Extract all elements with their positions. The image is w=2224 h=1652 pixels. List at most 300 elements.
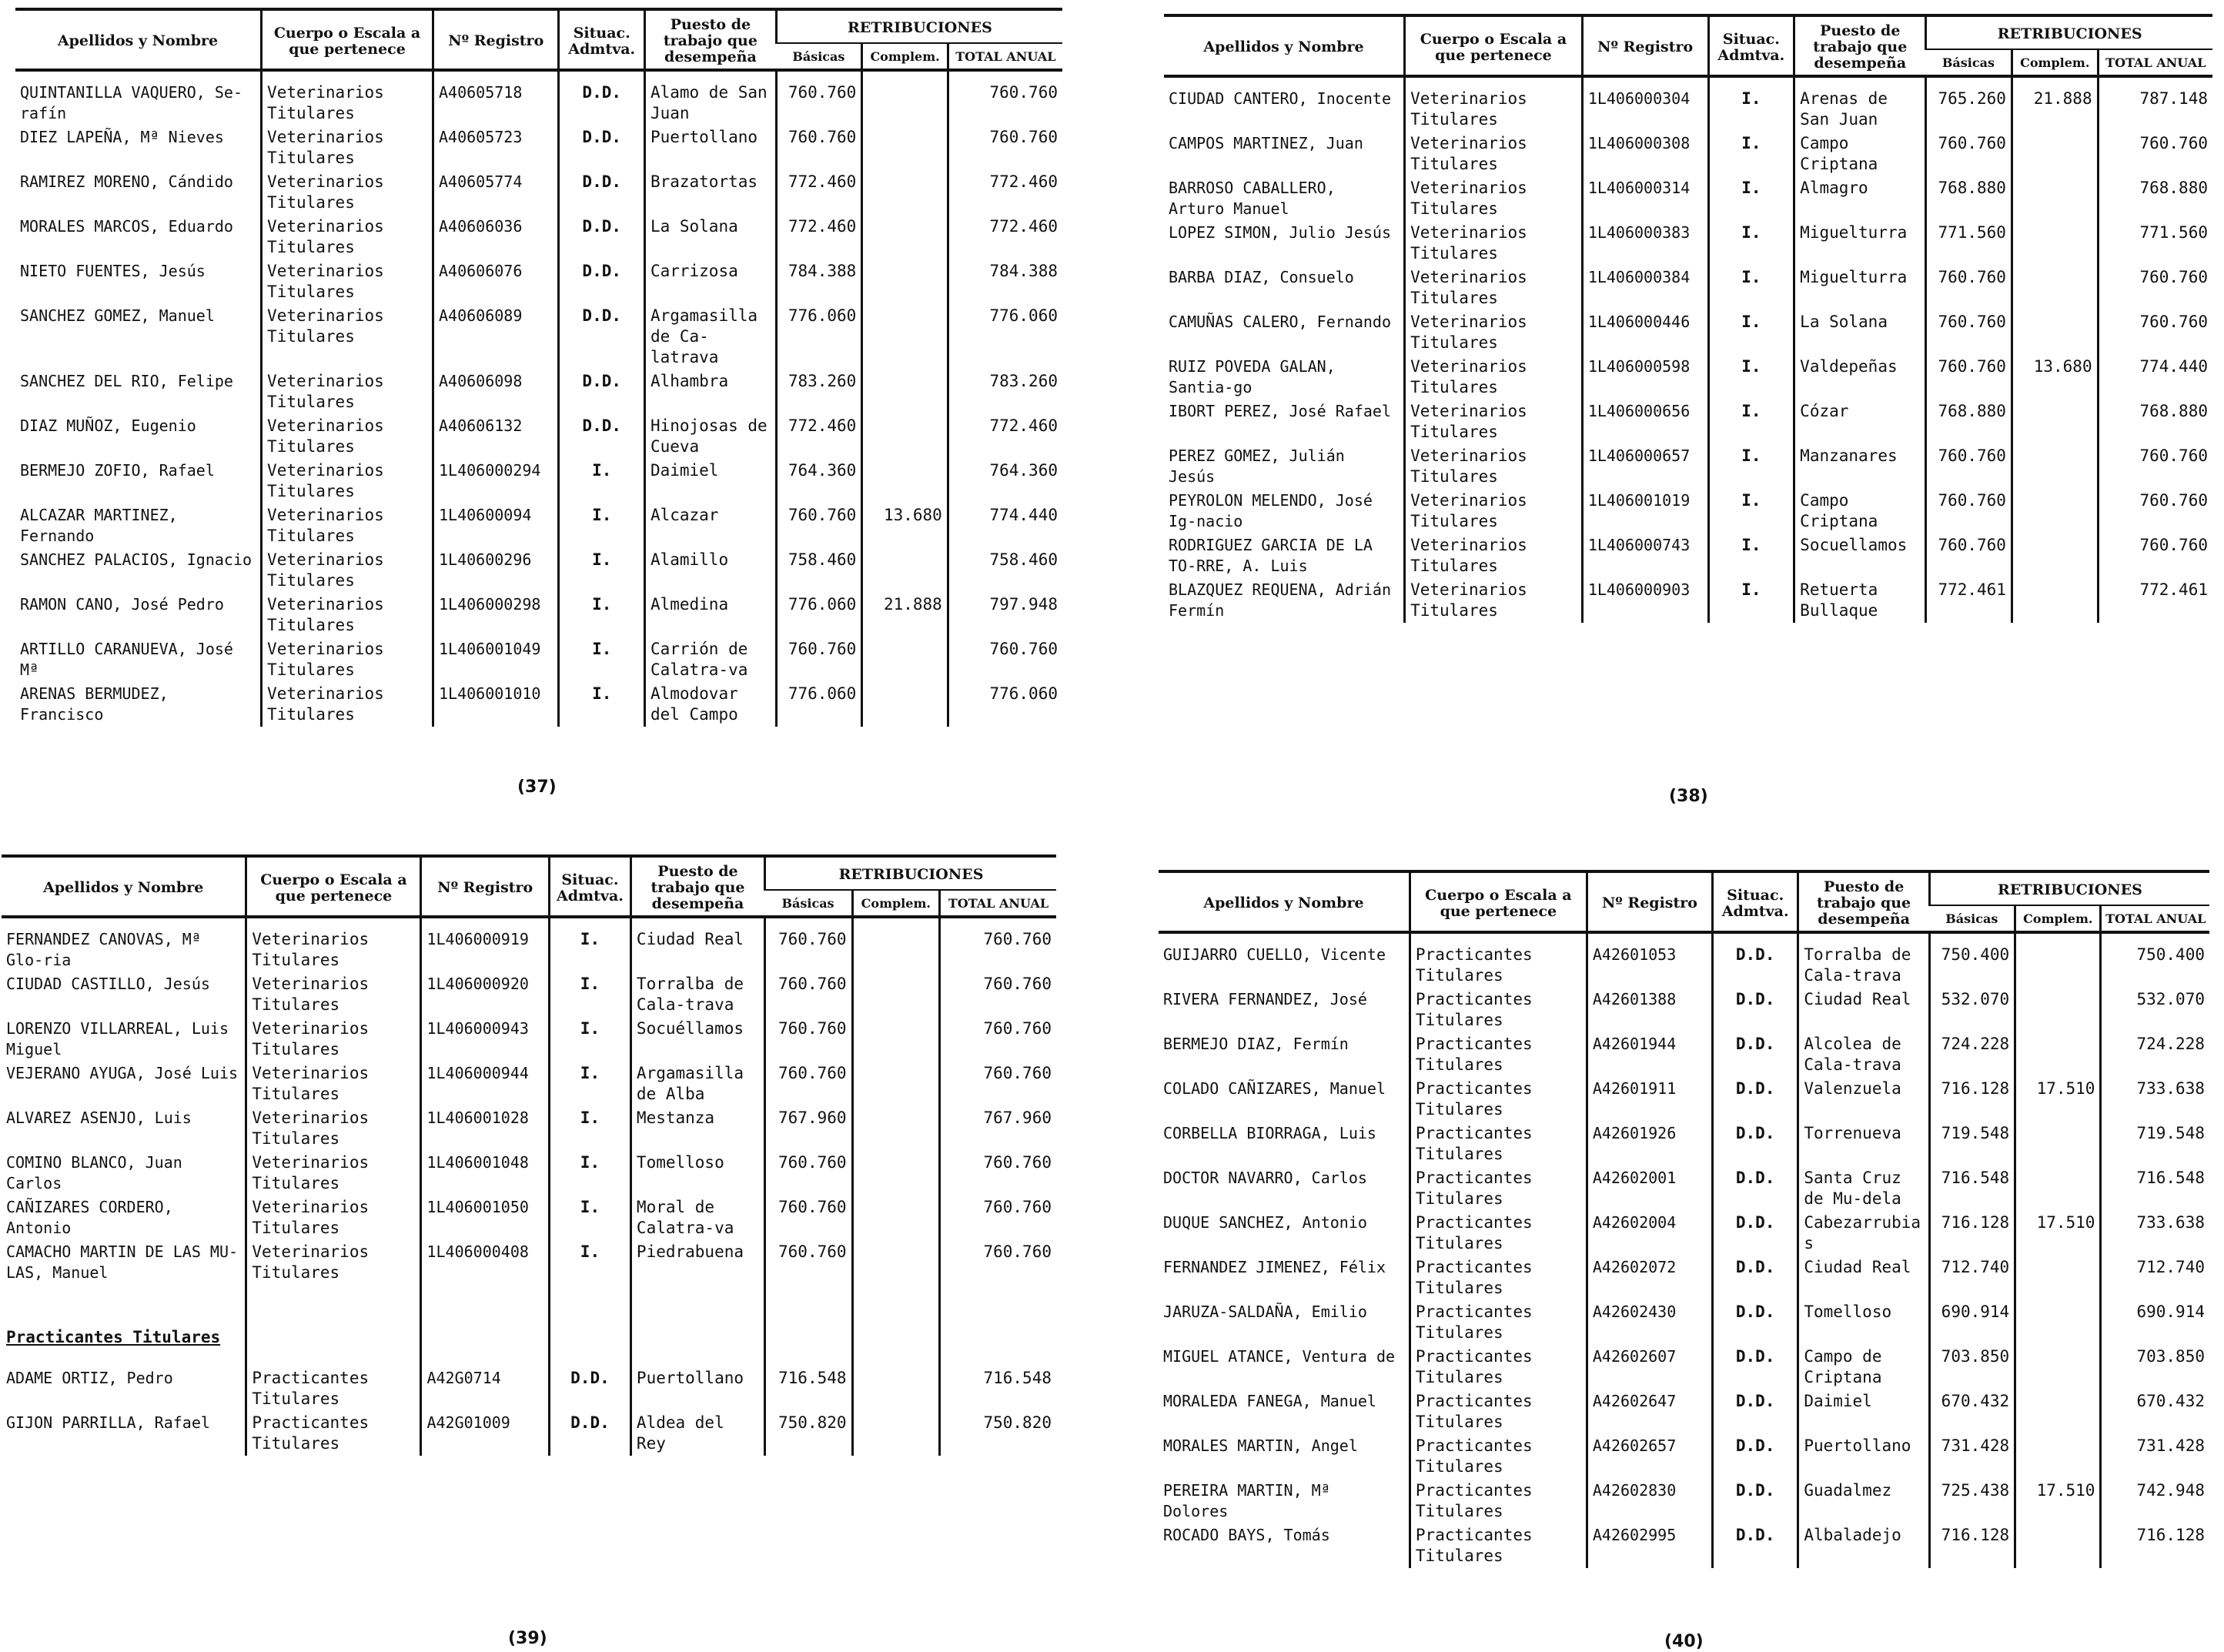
table-row [1159, 1345, 2209, 1389]
body-scale: Veterinarios Titulares [262, 548, 433, 593]
person-name: GIJON PARRILLA, Rafael [6, 1413, 210, 1432]
registry-number: A42602004 [1587, 1211, 1712, 1256]
annual-total: 731.428 [2101, 1434, 2209, 1479]
annual-total: 768.880 [2098, 400, 2212, 444]
spacer-cell [948, 70, 1062, 81]
registry-number: 1L406000298 [433, 593, 559, 637]
person-name: CAMUÑAS CALERO, Fernando [1169, 313, 1391, 331]
basic-pay: 760.760 [1926, 489, 2012, 533]
basic-pay: 760.760 [765, 1017, 853, 1062]
table-row [2, 1196, 1056, 1240]
work-post: Retuerta Bullaque [1794, 578, 1926, 623]
complement-pay [862, 637, 948, 682]
body-scale: Veterinarios Titulares [1405, 266, 1583, 310]
person-name: IBORT PEREZ, José Rafael [1169, 402, 1391, 420]
complement-pay: 17.510 [2015, 1211, 2101, 1256]
annual-total: 784.388 [948, 259, 1062, 304]
spacer-cell [246, 917, 421, 928]
basic-pay: 750.400 [1929, 943, 2015, 988]
annual-total: 760.760 [940, 1151, 1056, 1196]
body-scale: Veterinarios Titulares [246, 928, 421, 972]
admin-situation: D.D. [1713, 1523, 1798, 1568]
header-basic: Básicas [1926, 49, 2012, 76]
body-scale: Veterinarios Titulares [262, 503, 433, 548]
header-basic: Básicas [765, 890, 853, 917]
registry-number: 1L406000919 [421, 928, 550, 972]
complement-pay [862, 459, 948, 503]
body-scale: Veterinarios Titulares [246, 1196, 421, 1240]
basic-pay: 760.760 [1926, 310, 2012, 355]
complement-pay [852, 1240, 940, 1285]
person-name: COLADO CAÑIZARES, Manuel [1163, 1079, 1386, 1098]
admin-situation: D.D. [559, 170, 644, 215]
table-row [1159, 1077, 2209, 1122]
spacer-cell [1794, 76, 1926, 87]
spacer-cell [1798, 932, 1930, 943]
annual-total: 760.760 [940, 1240, 1056, 1285]
body-scale: Veterinarios Titulares [1405, 176, 1583, 221]
body-scale: Practicantes Titulares [1410, 1211, 1587, 1256]
spacer-cell [2, 917, 246, 928]
spacer-cell [2098, 76, 2212, 87]
annual-total: 767.960 [940, 1106, 1056, 1151]
registry-number: 1L406000308 [1582, 132, 1708, 176]
admin-situation: I. [559, 503, 644, 548]
annual-total: 750.820 [940, 1411, 1056, 1456]
body-scale: Veterinarios Titulares [1405, 87, 1583, 132]
register-page-37 [15, 8, 1062, 727]
basic-pay: 760.760 [776, 125, 861, 170]
body-scale: Practicantes Titulares [1410, 1345, 1587, 1389]
table-row [1164, 221, 2212, 266]
complement-pay [852, 1411, 940, 1456]
work-post: Carrizosa [644, 259, 776, 304]
spacer-cell [1929, 932, 2015, 943]
annual-total: 783.260 [948, 370, 1062, 414]
admin-situation: I. [559, 459, 644, 503]
annual-total: 733.638 [2101, 1211, 2209, 1256]
admin-situation: I. [1708, 578, 1794, 623]
admin-situation: D.D. [1713, 1256, 1798, 1300]
work-post: La Solana [1794, 310, 1926, 355]
complement-pay: 17.510 [2015, 1479, 2101, 1523]
work-post: Puertollano [644, 125, 776, 170]
complement-pay [2015, 1523, 2101, 1568]
annual-total: 532.070 [2101, 988, 2209, 1032]
person-name: NIETO FUENTES, Jesús [20, 262, 206, 280]
basic-pay: 703.850 [1929, 1345, 2015, 1389]
registry-number: A42601053 [1587, 943, 1712, 988]
header-total: TOTAL ANUAL [948, 43, 1062, 70]
body-scale: Practicantes Titulares [1410, 988, 1587, 1032]
header-post: Puesto de trabajo que desempeña [1798, 871, 1930, 932]
registry-number: 1L406000294 [433, 459, 559, 503]
section-row [2, 1326, 1056, 1366]
table-row [2, 1240, 1056, 1285]
spacer-cell [1164, 76, 1405, 87]
admin-situation: I. [549, 928, 630, 972]
admin-situation: D.D. [559, 125, 644, 170]
table-row [1164, 533, 2212, 578]
body-scale: Practicantes Titulares [1410, 1434, 1587, 1479]
spacer-cell [1587, 932, 1712, 943]
admin-situation: I. [1708, 489, 1794, 533]
work-post: Almedina [644, 593, 776, 637]
person-name: ARTILLO CARANUEVA, José Mª [20, 640, 233, 679]
register-page-38 [1164, 14, 2212, 623]
header-total: TOTAL ANUAL [940, 890, 1056, 917]
complement-pay [2012, 266, 2098, 310]
table-row [15, 414, 1062, 459]
table-body [2, 917, 1056, 1456]
spacer-cell [2101, 932, 2209, 943]
blank-cell [852, 1326, 940, 1366]
body-scale: Veterinarios Titulares [1405, 444, 1583, 489]
work-post: Campo de Criptana [1798, 1345, 1930, 1389]
spacer-cell [1410, 932, 1587, 943]
header-body: Cuerpo o Escala a que pertenece [262, 9, 433, 70]
work-post: Socuéllamos [630, 1017, 764, 1062]
table-row [2, 1151, 1056, 1196]
complement-pay: 13.680 [862, 503, 948, 548]
table-row [15, 304, 1062, 370]
admin-situation: D.D. [1713, 1166, 1798, 1211]
person-name: QUINTANILLA VAQUERO, Se-rafín [20, 83, 242, 122]
registry-number: A42602830 [1587, 1479, 1712, 1523]
table-row [2, 1062, 1056, 1106]
table-header [2, 856, 1056, 917]
registry-number: A42G01009 [421, 1411, 550, 1456]
annual-total: 719.548 [2101, 1122, 2209, 1166]
work-post: Puertollano [1798, 1434, 1930, 1479]
work-post: Torralba de Cala-trava [1798, 943, 1930, 988]
table-row [1164, 400, 2212, 444]
complement-pay [2015, 1032, 2101, 1077]
table-row [1164, 578, 2212, 623]
basic-pay: 772.460 [776, 215, 861, 259]
person-name: BARROSO CABALLERO, Arturo Manuel [1169, 179, 1336, 218]
registry-number: A40605718 [433, 81, 559, 125]
person-name: LORENZO VILLARREAL, Luis Miguel [6, 1019, 229, 1058]
registry-number: 1L406000446 [1582, 310, 1708, 355]
basic-pay: 760.760 [776, 81, 861, 125]
page-number-39: (39) [508, 1629, 547, 1648]
registry-number: A40606036 [433, 215, 559, 259]
complement-pay [2012, 132, 2098, 176]
complement-pay [852, 1017, 940, 1062]
basic-pay: 690.914 [1929, 1300, 2015, 1345]
admin-situation: D.D. [1713, 1300, 1798, 1345]
header-registry: Nº Registro [433, 9, 559, 70]
complement-pay [2012, 444, 2098, 489]
body-scale: Practicantes Titulares [1410, 1032, 1587, 1077]
body-scale: Veterinarios Titulares [262, 593, 433, 637]
work-post: Alamo de San Juan [644, 81, 776, 125]
basic-pay: 725.438 [1929, 1479, 2015, 1523]
registry-number: A42602001 [1587, 1166, 1712, 1211]
table-row [1164, 310, 2212, 355]
complement-pay [862, 370, 948, 414]
table-row [15, 81, 1062, 125]
person-name: CIUDAD CANTERO, Inocente [1169, 89, 1391, 108]
annual-total: 760.760 [948, 125, 1062, 170]
annual-total: 703.850 [2101, 1345, 2209, 1389]
basic-pay: 758.460 [776, 548, 861, 593]
header-complement: Complem. [862, 43, 948, 70]
spacer-cell [862, 70, 948, 81]
header-retributions: RETRIBUCIONES [1929, 871, 2209, 905]
work-post: Campo Criptana [1794, 489, 1926, 533]
blank-cell [940, 1326, 1056, 1366]
complement-pay [2012, 221, 2098, 266]
admin-situation: D.D. [549, 1411, 630, 1456]
table-row [1159, 988, 2209, 1032]
work-post: Ciudad Real [1798, 1256, 1930, 1300]
admin-situation: I. [559, 548, 644, 593]
person-name: RAMON CANO, José Pedro [20, 595, 224, 614]
registry-number: 1L406000383 [1582, 221, 1708, 266]
header-name: Apellidos y Nombre [15, 9, 262, 70]
basic-pay: 760.760 [1926, 132, 2012, 176]
annual-total: 712.740 [2101, 1256, 2209, 1300]
registry-number: A42601944 [1587, 1032, 1712, 1077]
registry-number: A42602657 [1587, 1434, 1712, 1479]
registry-number: 1L406000944 [421, 1062, 550, 1106]
registry-number: 1L406000657 [1582, 444, 1708, 489]
complement-pay [862, 81, 948, 125]
blank-cell [765, 1285, 853, 1326]
person-name: GUIJARRO CUELLO, Vicente [1163, 945, 1386, 964]
header-situation: Situac. Admtva. [549, 856, 630, 917]
table-row [2, 1366, 1056, 1411]
table-row [15, 503, 1062, 548]
basic-pay: 760.760 [765, 972, 853, 1017]
annual-total: 760.760 [940, 1196, 1056, 1240]
header-post: Puesto de trabajo que desempeña [1794, 15, 1926, 76]
spacer-cell [1159, 932, 1410, 943]
spacer-row [2, 917, 1056, 928]
admin-situation: I. [559, 593, 644, 637]
complement-pay [862, 682, 948, 727]
header-situation: Situac. Admtva. [559, 9, 644, 70]
body-scale: Veterinarios Titulares [1405, 221, 1583, 266]
work-post: Almodovar del Campo [644, 682, 776, 727]
complement-pay [2015, 1345, 2101, 1389]
basic-pay: 776.060 [776, 304, 861, 370]
header-retributions: RETRIBUCIONES [776, 9, 1062, 43]
blank-cell [630, 1285, 764, 1326]
spacer-cell [15, 70, 262, 81]
header-body: Cuerpo o Escala a que pertenece [1410, 871, 1587, 932]
admin-situation: I. [1708, 355, 1794, 400]
table-row [15, 637, 1062, 682]
spacer-cell [2012, 76, 2098, 87]
header-body: Cuerpo o Escala a que pertenece [1405, 15, 1583, 76]
complement-pay: 21.888 [862, 593, 948, 637]
header-registry: Nº Registro [1582, 15, 1708, 76]
annual-total: 772.460 [948, 215, 1062, 259]
basic-pay: 716.128 [1929, 1077, 2015, 1122]
person-name: RAMIREZ MORENO, Cándido [20, 172, 233, 191]
blank-cell [246, 1326, 421, 1366]
registry-number: A42602607 [1587, 1345, 1712, 1389]
complement-pay [862, 414, 948, 459]
blank-cell [940, 1285, 1056, 1326]
table-row [15, 259, 1062, 304]
basic-pay: 783.260 [776, 370, 861, 414]
basic-pay: 750.820 [765, 1411, 853, 1456]
person-name: BERMEJO DIAZ, Fermín [1163, 1035, 1349, 1053]
admin-situation: I. [549, 1240, 630, 1285]
spacer-cell [630, 917, 764, 928]
admin-situation: D.D. [1713, 1122, 1798, 1166]
complement-pay [2015, 988, 2101, 1032]
admin-situation: D.D. [1713, 1389, 1798, 1434]
work-post: Aldea del Rey [630, 1411, 764, 1456]
annual-total: 776.060 [948, 682, 1062, 727]
registry-number: A42602072 [1587, 1256, 1712, 1300]
table-body [15, 70, 1062, 727]
body-scale: Veterinarios Titulares [246, 1106, 421, 1151]
body-scale: Veterinarios Titulares [1405, 578, 1583, 623]
basic-pay: 767.960 [765, 1106, 853, 1151]
admin-situation: D.D. [1713, 1077, 1798, 1122]
work-post: Almagro [1794, 176, 1926, 221]
admin-situation: I. [549, 1062, 630, 1106]
basic-pay: 760.760 [765, 1240, 853, 1285]
register-table [15, 8, 1062, 727]
work-post: Miguelturra [1794, 266, 1926, 310]
registry-number: 1L406000384 [1582, 266, 1708, 310]
table-row [15, 682, 1062, 727]
annual-total: 690.914 [2101, 1300, 2209, 1345]
table-row [1159, 1389, 2209, 1434]
basic-pay: 724.228 [1929, 1032, 2015, 1077]
complement-pay [2015, 1122, 2101, 1166]
spacer-cell [644, 70, 776, 81]
person-name: MIGUEL ATANCE, Ventura de [1163, 1347, 1396, 1366]
basic-pay: 771.560 [1926, 221, 2012, 266]
registry-number: A40606089 [433, 304, 559, 370]
registry-number: 1L406000314 [1582, 176, 1708, 221]
person-name: COMINO BLANCO, Juan Carlos [6, 1153, 182, 1192]
work-post: Tomelloso [630, 1151, 764, 1196]
header-situation: Situac. Admtva. [1708, 15, 1794, 76]
spacer-cell [1713, 932, 1798, 943]
spacer-cell [852, 917, 940, 928]
body-scale: Practicantes Titulares [1410, 943, 1587, 988]
work-post: Torralba de Cala-trava [630, 972, 764, 1017]
person-name: CORBELLA BIORRAGA, Luis [1163, 1124, 1376, 1142]
spacer-cell [421, 917, 550, 928]
basic-pay: 772.461 [1926, 578, 2012, 623]
body-scale: Practicantes Titulares [1410, 1389, 1587, 1434]
body-scale: Veterinarios Titulares [262, 637, 433, 682]
registry-number: 1L406001049 [433, 637, 559, 682]
complement-pay [2015, 943, 2101, 988]
register-page-40 [1159, 870, 2209, 1568]
body-scale: Practicantes Titulares [1410, 1256, 1587, 1300]
registry-number: 1L406000598 [1582, 355, 1708, 400]
complement-pay [862, 259, 948, 304]
complement-pay [2015, 1300, 2101, 1345]
admin-situation: D.D. [559, 215, 644, 259]
complement-pay [852, 972, 940, 1017]
page-number-40: (40) [1664, 1632, 1704, 1651]
registry-number: 1L406001048 [421, 1151, 550, 1196]
table-body [1159, 932, 2209, 1568]
table-row [15, 170, 1062, 215]
spacer-cell [765, 917, 853, 928]
annual-total: 787.148 [2098, 87, 2212, 132]
work-post: Alamillo [644, 548, 776, 593]
body-scale: Veterinarios Titulares [246, 1062, 421, 1106]
body-scale: Practicantes Titulares [246, 1366, 421, 1411]
header-complement: Complem. [2015, 905, 2101, 932]
annual-total: 774.440 [2098, 355, 2212, 400]
section-label: Practicantes Titulares [6, 1328, 221, 1346]
person-name: MORALES MARCOS, Eduardo [20, 217, 233, 236]
work-post: Valenzuela [1798, 1077, 1930, 1122]
registry-number: 1L40600094 [433, 503, 559, 548]
table-row [15, 215, 1062, 259]
annual-total: 772.460 [948, 414, 1062, 459]
body-scale: Veterinarios Titulares [262, 459, 433, 503]
registry-number: A40606076 [433, 259, 559, 304]
admin-situation: I. [1708, 444, 1794, 489]
basic-pay: 776.060 [776, 682, 861, 727]
body-scale: Veterinarios Titulares [262, 125, 433, 170]
body-scale: Veterinarios Titulares [1405, 355, 1583, 400]
table-header [1164, 15, 2212, 76]
admin-situation: I. [549, 1017, 630, 1062]
table-row [15, 593, 1062, 637]
person-name: JARUZA-SALDAÑA, Emilio [1163, 1303, 1367, 1321]
work-post: Mestanza [630, 1106, 764, 1151]
work-post: Santa Cruz de Mu-dela [1798, 1166, 1930, 1211]
header-basic: Básicas [776, 43, 861, 70]
basic-pay: 760.760 [765, 928, 853, 972]
work-post: Alhambra [644, 370, 776, 414]
spacer-row [15, 70, 1062, 81]
work-post: Cózar [1794, 400, 1926, 444]
admin-situation: D.D. [1713, 943, 1798, 988]
admin-situation: D.D. [1713, 1211, 1798, 1256]
annual-total: 724.228 [2101, 1032, 2209, 1077]
complement-pay [852, 1196, 940, 1240]
annual-total: 764.360 [948, 459, 1062, 503]
person-name: BLAZQUEZ REQUENA, Adrián Fermín [1169, 580, 1391, 620]
work-post: Carrión de Calatra-va [644, 637, 776, 682]
admin-situation: I. [549, 1151, 630, 1196]
admin-situation: D.D. [559, 259, 644, 304]
header-total: TOTAL ANUAL [2098, 49, 2212, 76]
annual-total: 776.060 [948, 304, 1062, 370]
basic-pay: 716.128 [1929, 1523, 2015, 1568]
table-row [2, 1411, 1056, 1456]
annual-total: 797.948 [948, 593, 1062, 637]
complement-pay [852, 928, 940, 972]
table-row [2, 1106, 1056, 1151]
page-number-37: (37) [517, 778, 557, 797]
table-row [15, 125, 1062, 170]
basic-pay: 760.760 [765, 1151, 853, 1196]
header-post: Puesto de trabajo que desempeña [644, 9, 776, 70]
work-post: Miguelturra [1794, 221, 1926, 266]
blank-row [2, 1285, 1056, 1326]
complement-pay [852, 1366, 940, 1411]
annual-total: 771.560 [2098, 221, 2212, 266]
